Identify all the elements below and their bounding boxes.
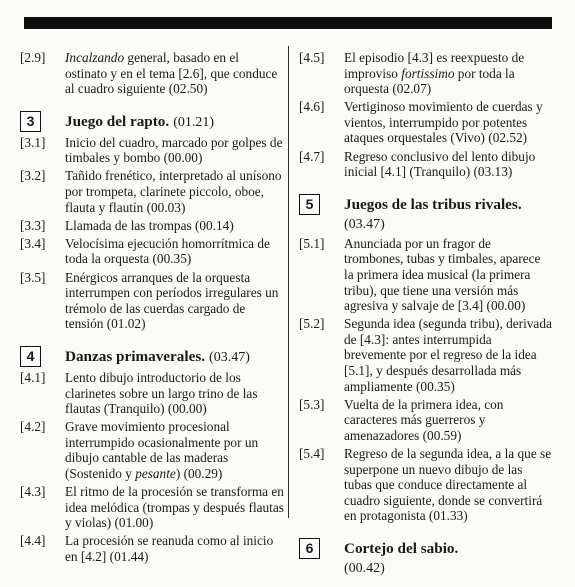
entry-code: [5.3]	[299, 396, 325, 412]
entry-text: Regreso de la segunda idea, a la que se superpone un nuevo dibujo de las tubas que conduce directamente al cuadro siguiente, donde se convertirá en protagonista (01.33)	[344, 445, 552, 524]
entry-text: Velocísima ejecución homorrítmica de toda la orquesta (00.35)	[65, 235, 270, 267]
entry-text: El episodio [4.3] es reexpuesto de improviso fortissimo por toda la orquesta (02.07)	[344, 50, 525, 97]
entry-code: [4.6]	[299, 99, 325, 115]
entry-5-1	[299, 236, 553, 314]
entry-code: [4.4]	[20, 533, 46, 549]
left-column	[20, 50, 284, 567]
entry-3-1	[20, 135, 284, 166]
entry-code: [3.3]	[20, 217, 46, 233]
section-duration: (01.21)	[173, 114, 215, 130]
entry-code: [2.9]	[20, 50, 46, 65]
entry-text: Regreso conclusivo del lento dibujo inicial [4.1] (Tranquilo) (03.13)	[344, 148, 536, 180]
section-duration: (03.47)	[344, 216, 385, 232]
entry-text: La procesión se reanuda como al inicio en [4.2] (01.44)	[65, 533, 274, 564]
entry-4-4	[20, 533, 284, 564]
entry-text: El ritmo de la procesión se transforma en idea melódica (trompas y después flautas y violas) (01.00)	[65, 484, 284, 531]
entry-text: Incalzando general, basado en el ostinato y en el tema [2.6], que conduce al cuadro siguiente (02.50)	[65, 50, 278, 97]
section-number-box: 5	[299, 194, 320, 215]
entry-4-2	[20, 419, 284, 481]
entry-code: [4.7]	[299, 148, 325, 164]
entry-4-3	[20, 484, 284, 531]
entry-5-3	[299, 397, 553, 444]
entry-text: Vuelta de la primera idea, con caracteres más guerreros y amenazadores (00.59)	[344, 396, 504, 443]
entry-code: [3.2]	[20, 168, 46, 184]
section-6	[299, 538, 553, 577]
entry-code: [4.3]	[20, 484, 46, 500]
section-title: Danzas primaverales.	[65, 347, 206, 365]
section-number-box: 6	[299, 538, 320, 559]
entry-code: [3.5]	[20, 269, 46, 285]
entry-3-3	[20, 218, 284, 234]
entry-code: [5.4]	[299, 445, 325, 461]
entry-text: Segunda idea (segunda tribu), derivada de [4.3]: antes interrumpida brevemente por el regreso de la idea [5.1], y después desarrollada más ampliamente (00.35)	[344, 316, 552, 394]
entry-5-4	[299, 446, 553, 524]
top-rule	[24, 17, 552, 29]
section-title: Juego del rapto.	[65, 112, 170, 130]
section-heading	[299, 538, 553, 559]
entry-4-1	[20, 370, 284, 417]
entry-code: [5.2]	[299, 316, 325, 332]
right-column	[299, 50, 553, 580]
entry-text: Llamada de las trompas (00.14)	[65, 217, 234, 233]
entry-text: Inicio del cuadro, marcado por golpes de timbales y bombo (00.00)	[65, 134, 283, 166]
entry-3-4	[20, 236, 284, 267]
section-title: Juegos de las tribus rivales.	[344, 195, 522, 213]
entry-3-2	[20, 168, 284, 215]
entry-code: [4.1]	[20, 369, 46, 385]
entry-code: [3.4]	[20, 235, 46, 251]
section-heading	[299, 194, 553, 215]
entry-text: Anunciada por un fragor de trombones, tubas y timbales, aparece la primera idea musical (la primera tribu), que tiene una versión más agresiva y salvaje de [3.4] (00.00)	[344, 235, 541, 314]
section-3	[20, 111, 284, 132]
entry-code: [3.1]	[20, 134, 46, 150]
entry-4-7	[299, 149, 553, 180]
entry-3-5	[20, 270, 284, 332]
entry-text: Enérgicos arranques de la orquesta interrumpen con períodos irregulares un trémolo de las cuerdas cargado de tensión (01.02)	[65, 269, 279, 332]
entry-text: Vertiginoso movimiento de cuerdas y vientos, interrumpido por potentes ataques orquestales (Vivo) (02.52)	[344, 99, 543, 146]
section-heading	[20, 111, 284, 132]
section-5	[299, 194, 553, 233]
entry-4-5	[299, 50, 553, 97]
section-number-box: 3	[20, 111, 41, 132]
section-duration: (00.42)	[344, 560, 385, 576]
section-4	[20, 346, 284, 367]
entry-5-2	[299, 316, 553, 394]
section-duration: (03.47)	[209, 349, 250, 365]
entry-2-9	[20, 50, 284, 97]
section-title: Cortejo del sabio.	[344, 539, 459, 557]
entry-text: Lento dibujo introductorio de los clarinetes sobre un largo trino de las flautas (Tranquilo) (00.00)	[65, 369, 258, 417]
entry-4-6	[299, 99, 553, 146]
entry-text: Tañido frenético, interpretado al unísono por trompeta, clarinete piccolo, oboe, flauta y flautín (00.03)	[65, 168, 282, 215]
entry-code: [5.1]	[299, 235, 325, 251]
section-heading	[20, 346, 284, 367]
column-divider	[288, 46, 289, 518]
entry-code: [4.5]	[299, 50, 325, 65]
entry-text: Grave movimiento procesional interrumpido ocasionalmente por un dibujo cantable de las maderas (Sostenido y pesante) (00.29)	[65, 419, 259, 481]
entry-code: [4.2]	[20, 419, 46, 435]
section-number-box: 4	[20, 346, 41, 367]
